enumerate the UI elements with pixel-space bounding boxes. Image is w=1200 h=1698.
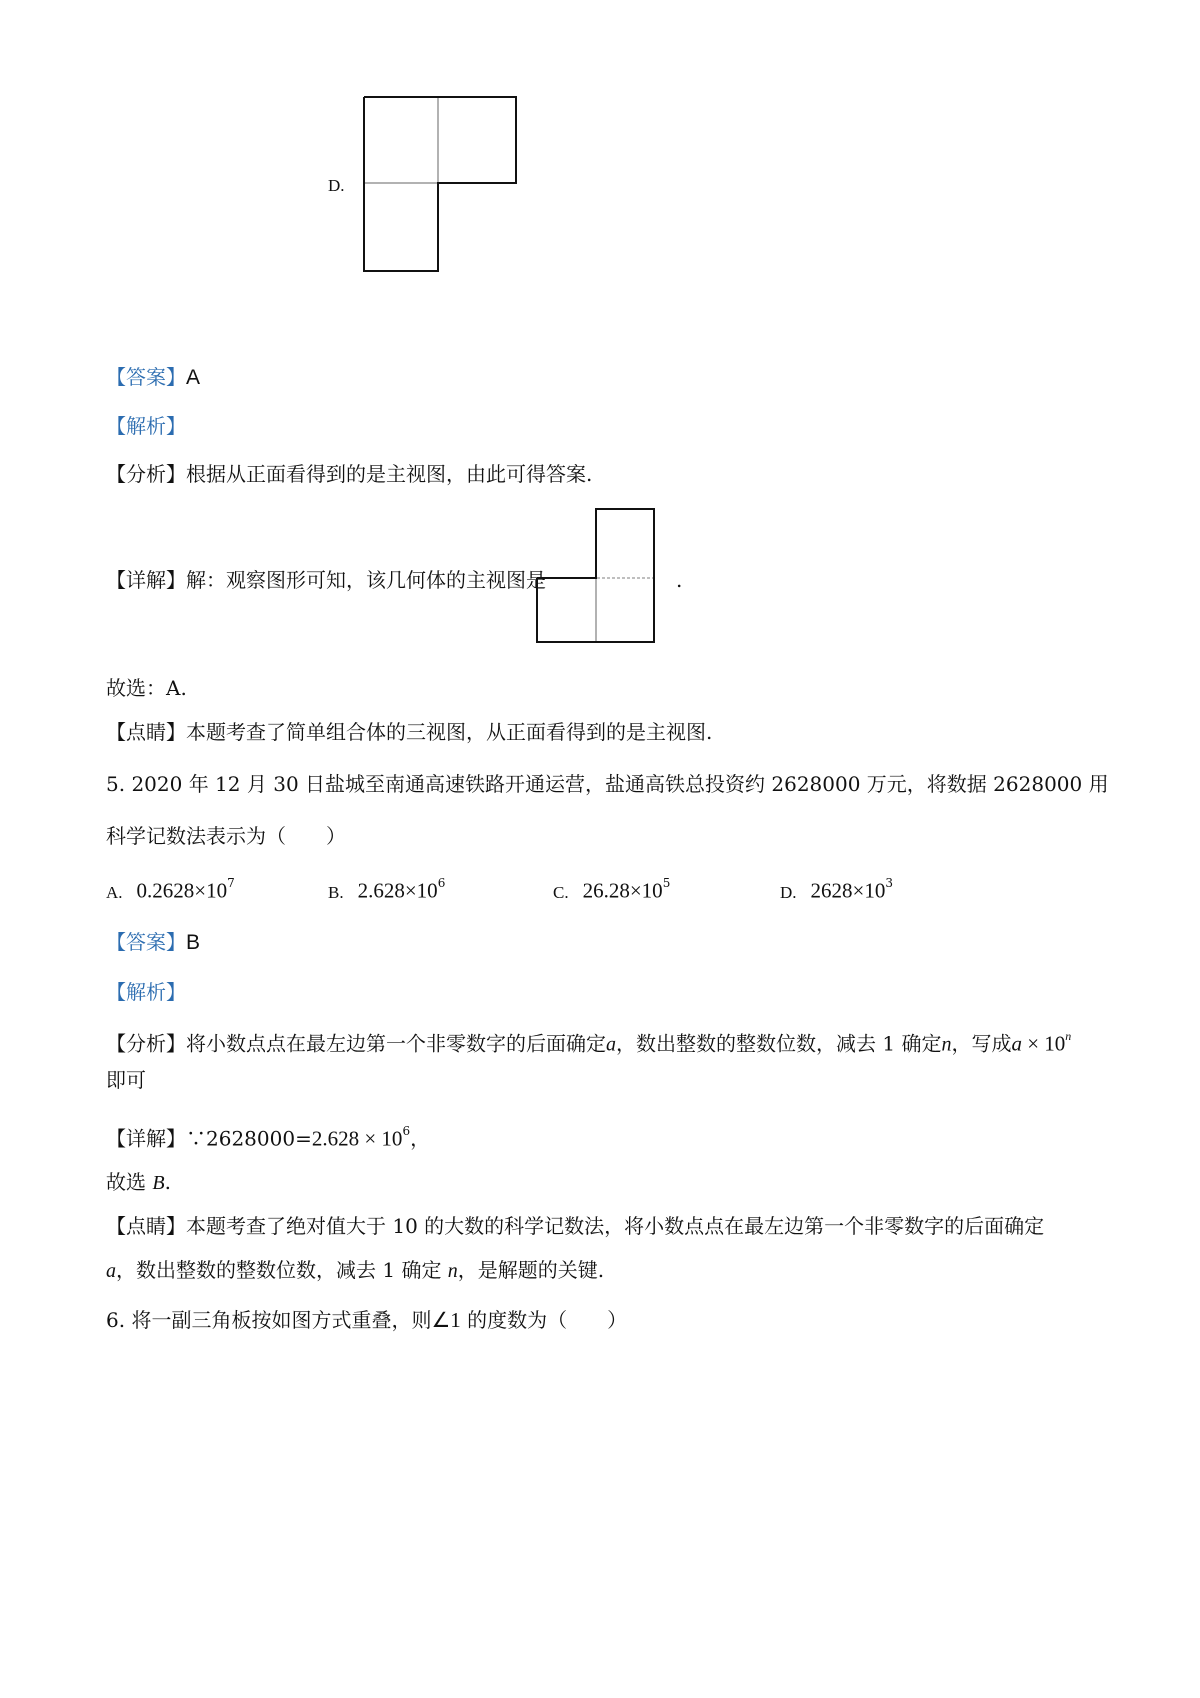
- option-mantissa: 26.28: [582, 878, 630, 903]
- dianjing-tag: 【点睛】: [106, 1214, 186, 1238]
- option-mantissa: 0.2628: [136, 878, 195, 903]
- option-times: ×10: [404, 878, 438, 903]
- fenxi-formula-times: × 10: [1021, 1031, 1066, 1056]
- answer-value: B: [186, 931, 201, 954]
- fig-outline: [364, 97, 516, 271]
- analysis-bracket: 【解析】: [106, 980, 186, 1004]
- option-mantissa: 2.628: [357, 878, 405, 903]
- xiangjie-tag: 【详解】: [106, 1126, 186, 1151]
- q5-option-a: [106, 872, 235, 907]
- fenxi-tag: 【分析】: [106, 462, 186, 486]
- q4-dianjing: [106, 718, 712, 746]
- option-label: A.: [106, 882, 123, 902]
- q5-answer: [106, 928, 200, 957]
- xiangjie-because: ∵2628000=: [186, 1126, 312, 1151]
- option-d-label: D.: [328, 176, 345, 195]
- dianjing-line1: 本题考查了绝对值大于 10 的大数的科学记数法，将小数点点在最左边第一个非零数字的后面确定: [186, 1214, 1045, 1238]
- q4-answer: [106, 363, 200, 392]
- q4-analysis-heading: [106, 412, 186, 440]
- answer-bracket: 【答案】: [106, 365, 186, 389]
- q5-analysis-heading: [106, 978, 186, 1006]
- q5-xiangjie: [106, 1120, 430, 1153]
- option-times: ×10: [194, 878, 228, 903]
- option-label: D.: [780, 882, 797, 902]
- option-label: C.: [553, 882, 569, 902]
- option-times: ×10: [852, 878, 886, 903]
- q4-xiangjie: [106, 566, 546, 594]
- q5-choose: [106, 1168, 171, 1197]
- q6-stem-b: 的度数为（ ）: [460, 1308, 628, 1332]
- option-mantissa: 2628: [810, 878, 853, 903]
- fenxi-var-a: a: [606, 1033, 616, 1056]
- xiangjie-end: .: [676, 568, 683, 592]
- option-exp: 3: [885, 876, 894, 890]
- choose-text: 故选: [106, 1170, 153, 1194]
- q6-stem: [106, 1306, 627, 1334]
- choose-var: B: [152, 1172, 165, 1194]
- q6-stem-a: 6. 将一副三角板按如图方式重叠，则: [106, 1308, 432, 1332]
- xiangjie-text: 解：观察图形可知，该几何体的主视图是: [186, 568, 546, 592]
- q6-stem-angle: ∠1: [431, 1308, 461, 1332]
- q5-option-c: [553, 872, 670, 907]
- dianjing-text: 本题考查了简单组合体的三视图，从正面看得到的是主视图.: [186, 720, 713, 744]
- q5-stem-line2: 科学记数法表示为（ ）: [106, 824, 346, 848]
- dianjing-var-a: a: [106, 1260, 116, 1282]
- q5-option-b: [328, 872, 445, 907]
- q5-dianjing: [106, 1212, 1044, 1240]
- option-times: ×10: [629, 878, 663, 903]
- dianjing-tag: 【点睛】: [106, 720, 186, 744]
- dianjing-text-b: ，数出整数的整数位数，减去 1 确定: [116, 1258, 448, 1282]
- fenxi-var-n: n: [941, 1033, 952, 1056]
- dianjing-var-n: n: [447, 1260, 458, 1282]
- option-label: B.: [328, 882, 344, 902]
- q5-stem-line1: 5. 2020 年 12 月 30 日盐城至南通高速铁路开通运营，盐通高铁总投资约 2628000 万元，将数据 2628000 用: [106, 772, 1109, 796]
- answer-bracket: 【答案】: [106, 930, 186, 954]
- q5-option-d: [780, 872, 893, 907]
- option-exp: 7: [227, 876, 235, 890]
- fenxi-formula-exp: n: [1065, 1029, 1072, 1043]
- fenxi-text-c: ，写成: [951, 1031, 1012, 1056]
- fenxi-tag: 【分析】: [106, 1031, 186, 1056]
- q5-fenxi-line2: 即可: [106, 1068, 146, 1092]
- option-d-figure: [362, 95, 522, 275]
- fenxi-text: 根据从正面看得到的是主视图，由此可得答案.: [186, 462, 593, 486]
- analysis-bracket: 【解析】: [106, 414, 186, 438]
- fenxi-formula-a: a: [1011, 1031, 1022, 1056]
- option-exp: 6: [437, 876, 446, 890]
- answer-value: A: [186, 366, 201, 389]
- xiangjie-end: ，: [410, 1126, 431, 1151]
- q5-fenxi: [106, 1025, 1071, 1059]
- xiangjie-tag: 【详解】: [106, 568, 186, 592]
- option-exp: 5: [662, 876, 671, 890]
- q4-fenxi: [106, 460, 592, 488]
- xiangjie-exp: 6: [402, 1124, 411, 1138]
- q5-dianjing-line2: [106, 1256, 604, 1285]
- dianjing-text-c: ，是解题的关键.: [457, 1258, 605, 1282]
- main-view-figure: [535, 507, 660, 647]
- xiangjie-value: 2.628 × 10: [311, 1126, 403, 1151]
- fenxi-text-a: 将小数点点在最左边第一个非零数字的后面确定: [186, 1031, 606, 1056]
- fenxi-text-b: ，数出整数的整数位数，减去 1 确定: [616, 1031, 942, 1056]
- choose-end: .: [164, 1170, 171, 1194]
- q4-choose: 故选：A.: [106, 676, 187, 700]
